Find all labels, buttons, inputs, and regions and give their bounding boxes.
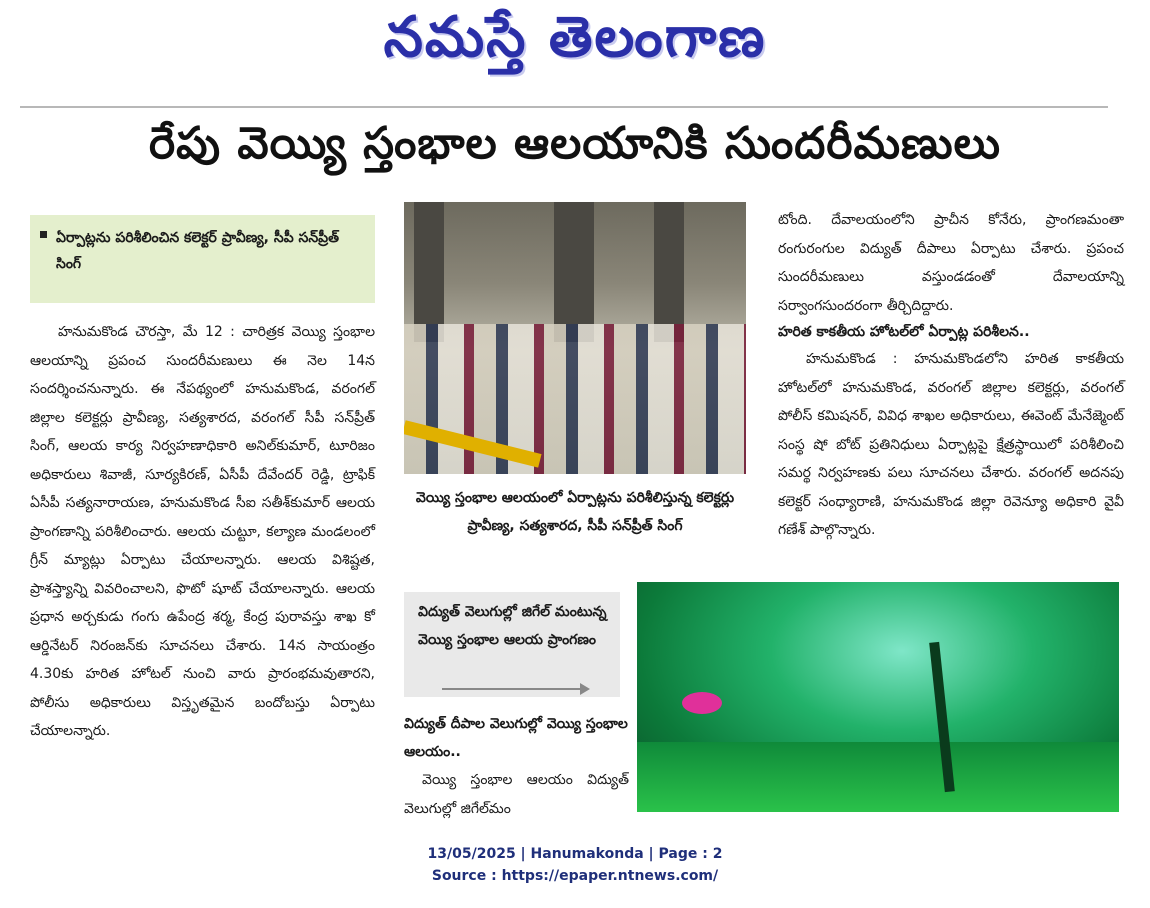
article-column-3-top: టోంది. దేవాలయంలోని ప్రాచీన కోనేరు, ప్రాంగణమంతా రంగురంగుల విద్యుత్ దీపాలు ఏర్పాటు చేశారు. ప్రపంచ సుందరీమణులు వస్తుండడంతో దేవాలయాన్ని సర్వాంగసుందరంగా తీర్చిదిద్దారు. bbox=[778, 212, 1124, 314]
article-column-2-body: వెయ్యి స్తంభాల ఆలయం విద్యుత్ వెలుగుల్లో జిగేల్‌మం bbox=[404, 772, 629, 817]
photo-callout bbox=[404, 592, 620, 697]
kicker-text: ఏర్పాట్లను పరిశీలించిన కలెక్టర్ ప్రావీణ్య, సీపీ సన్‌ప్రీత్ సింగ్ bbox=[56, 230, 340, 272]
footer-date-page: 13/05/2025 | Hanumakonda | Page : 2 bbox=[427, 846, 723, 862]
kicker-box bbox=[30, 215, 375, 303]
photo-caption: వెయ్యి స్తంభాల ఆలయంలో ఏర్పాట్లను పరిశీలిస్తున్న కలెక్టర్లు ప్రావీణ్య, సత్యశారద, సీపీ సన్‌ప్రీత్ సింగ్ bbox=[415, 490, 735, 534]
pillar-shape bbox=[414, 202, 444, 342]
temple-inspection-photo bbox=[404, 202, 746, 474]
crowd-shape bbox=[404, 324, 746, 474]
subheading-hotel: హరిత కాకతీయ హోటల్‌లో ఏర్పాట్ల పరిశీలన.. bbox=[778, 324, 1030, 340]
subheading-lights: విద్యుత్ దీపాల వెలుగుల్లో వెయ్యి స్తంభాల ఆలయం.. bbox=[404, 716, 628, 760]
arrowhead-icon bbox=[580, 683, 590, 695]
bullet-icon bbox=[40, 231, 47, 238]
header-divider bbox=[20, 106, 1108, 108]
pillar-shape bbox=[554, 202, 594, 342]
flowerbed-shape bbox=[682, 692, 722, 714]
lawn-shape bbox=[637, 742, 1119, 812]
masthead-title: నమస్తే తెలంగాణ bbox=[383, 4, 767, 70]
footer-source: Source : https://epaper.ntnews.com/ bbox=[431, 868, 719, 884]
article-column-1: హనుమకొండ చౌరస్తా, మే 12 : చారిత్రక వెయ్యి స్తంభాల ఆలయాన్ని ప్రపంచ సుందరీమణులు ఈ నెల 14న సందర్శించనున్నారు. ఈ నేపథ్యంలో హనుమకొండ, వరంగల్ జిల్లాల కలెక్టర్లు ప్రావీణ్య, సత్యశారద, వరంగల్ సీపీ సన్‌ప్రీత్ సింగ్, ఆలయ కార్య నిర్వహణాధికారి అనిల్‌కుమార్, టూరిజం అధికారులు శివాజీ, సూర్యకిరణ్, ఏసీపీ దేవేందర్ రెడ్డి, ట్రాఫిక్ ఏసీపీ సత్యనారాయణ, హనుమకొండ సీఐ సతీశ్‌కుమార్ ఆలయ ప్రాంగణాన్ని పరిశీలించారు. ఆలయ చుట్టూ, కల్యాణ మండలంలో గ్రీన్ మ్యాట్లు ఏర్పాటు చేయాలన్నారు. ఆలయ విశిష్టత, ప్రాశస్త్యాన్ని వివరించాలని, ఫొటో షూట్ చేయాలన్నారు. ఆలయ ప్రధాన అర్చకుడు గంగు ఉపేంద్ర శర్మ, కేంద్ర పురావస్తు శాఖ కో ఆర్డినేటర్ నిరంజన్‌కు సూచనలు చేశారు. 14న సాయంత్రం 4.30కు హరిత హోటల్ నుంచి వారు ప్రారంభమవుతారని, పోలీసు అధికారులు విస్తృతమైన బందోబస్తు ఏర్పాటు చేయాలన్నారు. bbox=[30, 324, 375, 739]
callout-text: విద్యుత్ వెలుగుల్లో జిగేల్ మంటున్న వెయ్యి స్తంభాల ఆలయ ప్రాంగణం bbox=[418, 604, 607, 648]
illuminated-temple-photo bbox=[637, 582, 1119, 812]
masthead-logo bbox=[0, 0, 1150, 80]
headline: రేపు వెయ్యి స్తంభాల ఆలయానికి సుందరీమణులు bbox=[149, 118, 1001, 169]
pillar-shape bbox=[654, 202, 684, 342]
arrow-right-icon bbox=[442, 688, 582, 690]
article-column-3-body: హనుమకొండ : హనుమకొండలోని హరిత కాకతీయ హోటల్‌లో హనుమకొండ, వరంగల్ జిల్లాల కలెక్టర్లు, వరంగల్ పోలీస్ కమిషనర్, వివిధ శాఖల అధికారులు, ఈవెంట్ మేనేజ్మెంట్ సంస్థ షో బోట్ ప్రతినిధులు ఏర్పాట్లపై క్షేత్రస్థాయిలో పరిశీలించి సమర్థ నిర్వహణకు పలు సూచనలు చేశారు. వరంగల్ అదనపు కలెక్టర్ సంధ్యారాణి, హనుమకొండ జిల్లా రెవెన్యూ అధికారి వైవీ గణేశ్ పాల్గొన్నారు. bbox=[778, 351, 1124, 538]
